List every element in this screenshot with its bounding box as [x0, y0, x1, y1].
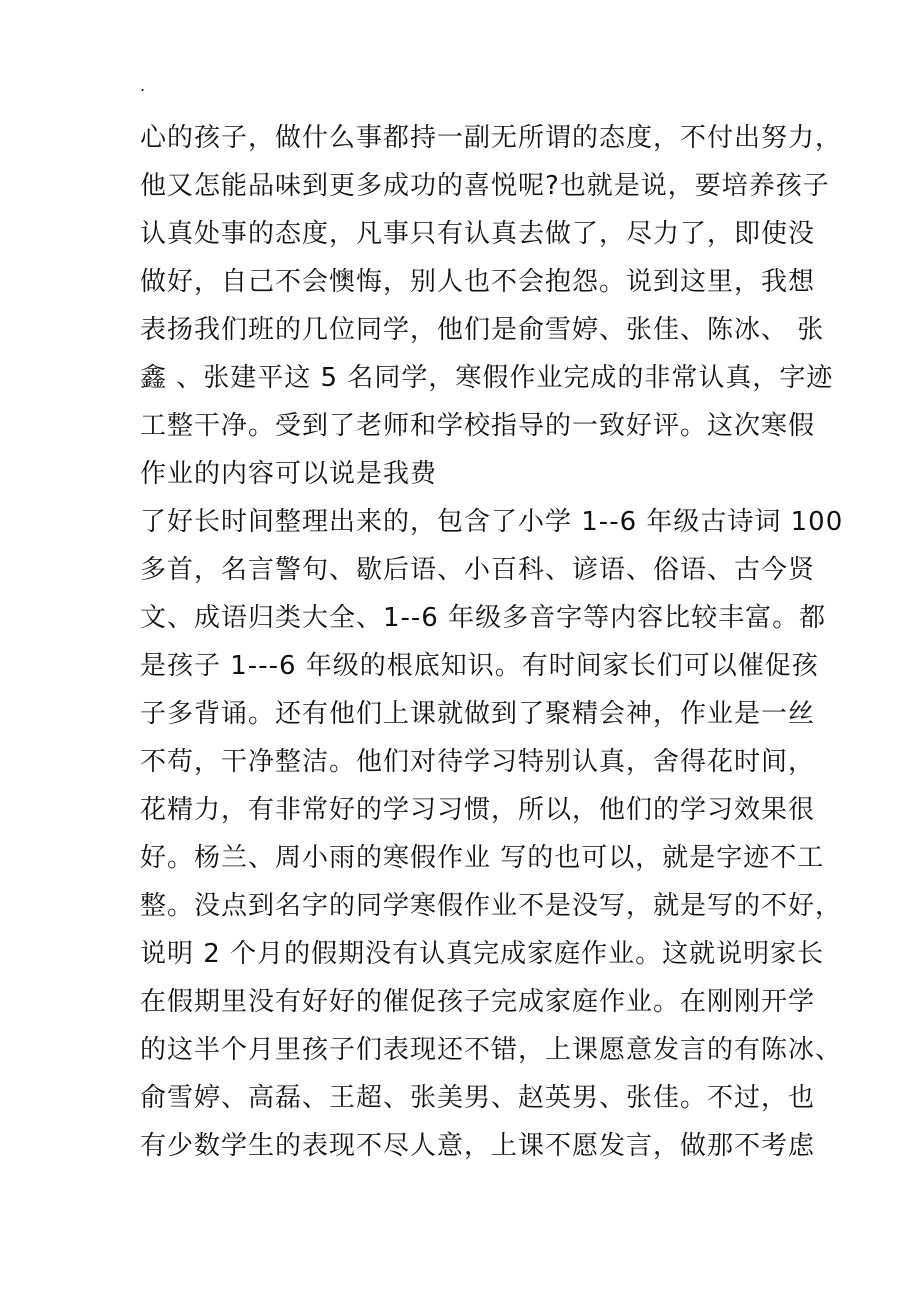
text-line: 是孩子 1---6 年级的根底知识。有时间家长们可以催促孩: [140, 651, 819, 681]
text-line: 的这半个月里孩子们表现还不错，上课愿意发言的有陈冰、: [140, 1035, 843, 1065]
text-line: 作业的内容可以说是我费: [140, 459, 438, 489]
text-line: 不苟，干净整洁。他们对待学习特别认真，舍得花时间，: [140, 747, 816, 777]
text-line: 认真处事的态度，凡事只有认真去做了，尽力了，即使没: [140, 219, 816, 249]
text-line: 整。没点到名字的同学寒假作业不是没写，就是写的不好，: [140, 891, 843, 921]
text-line: 他又怎能品味到更多成功的喜悦呢?也就是说，要培养孩子: [140, 171, 830, 201]
text-line: 俞雪婷、高磊、王超、张美男、赵英男、张佳。不过，也: [140, 1083, 816, 1113]
text-line: 有少数学生的表现不尽人意，上课不愿发言，做那不考虑: [140, 1131, 816, 1161]
text-line: 好。杨兰、周小雨的寒假作业 写的也可以，就是字迹不工: [140, 843, 825, 873]
text-line: 子多背诵。还有他们上课就做到了聚精会神，作业是一丝: [140, 699, 816, 729]
text-line: 做好，自己不会懊悔，别人也不会抱怨。说到这里，我想: [140, 267, 816, 297]
text-line: 工整干净。受到了老师和学校指导的一致好评。这次寒假: [140, 411, 816, 441]
text-line: 了好长时间整理出来的，包含了小学 1--6 年级古诗词 100: [140, 507, 844, 537]
text-line: 心的孩子，做什么事都持一副无所谓的态度，不付出努力，: [140, 123, 843, 153]
page-marker: .: [140, 76, 146, 95]
text-line: 说明 2 个月的假期没有认真完成家庭作业。这就说明家长: [140, 939, 825, 969]
text-line: 多首，名言警句、歇后语、小百科、谚语、俗语、古今贤: [140, 555, 816, 585]
text-line: 花精力，有非常好的学习习惯，所以，他们的学习效果很: [140, 795, 816, 825]
text-line: 表扬我们班的几位同学，他们是俞雪婷、张佳、陈冰、 张: [140, 315, 825, 345]
text-line: 文、成语归类大全、1--6 年级多音字等内容比较丰富。都: [140, 603, 827, 633]
text-line: 在假期里没有好好的催促孩子完成家庭作业。在刚刚开学: [140, 987, 816, 1017]
text-line: 鑫 、张建平这 5 名同学，寒假作业完成的非常认真，字迹: [140, 363, 834, 393]
